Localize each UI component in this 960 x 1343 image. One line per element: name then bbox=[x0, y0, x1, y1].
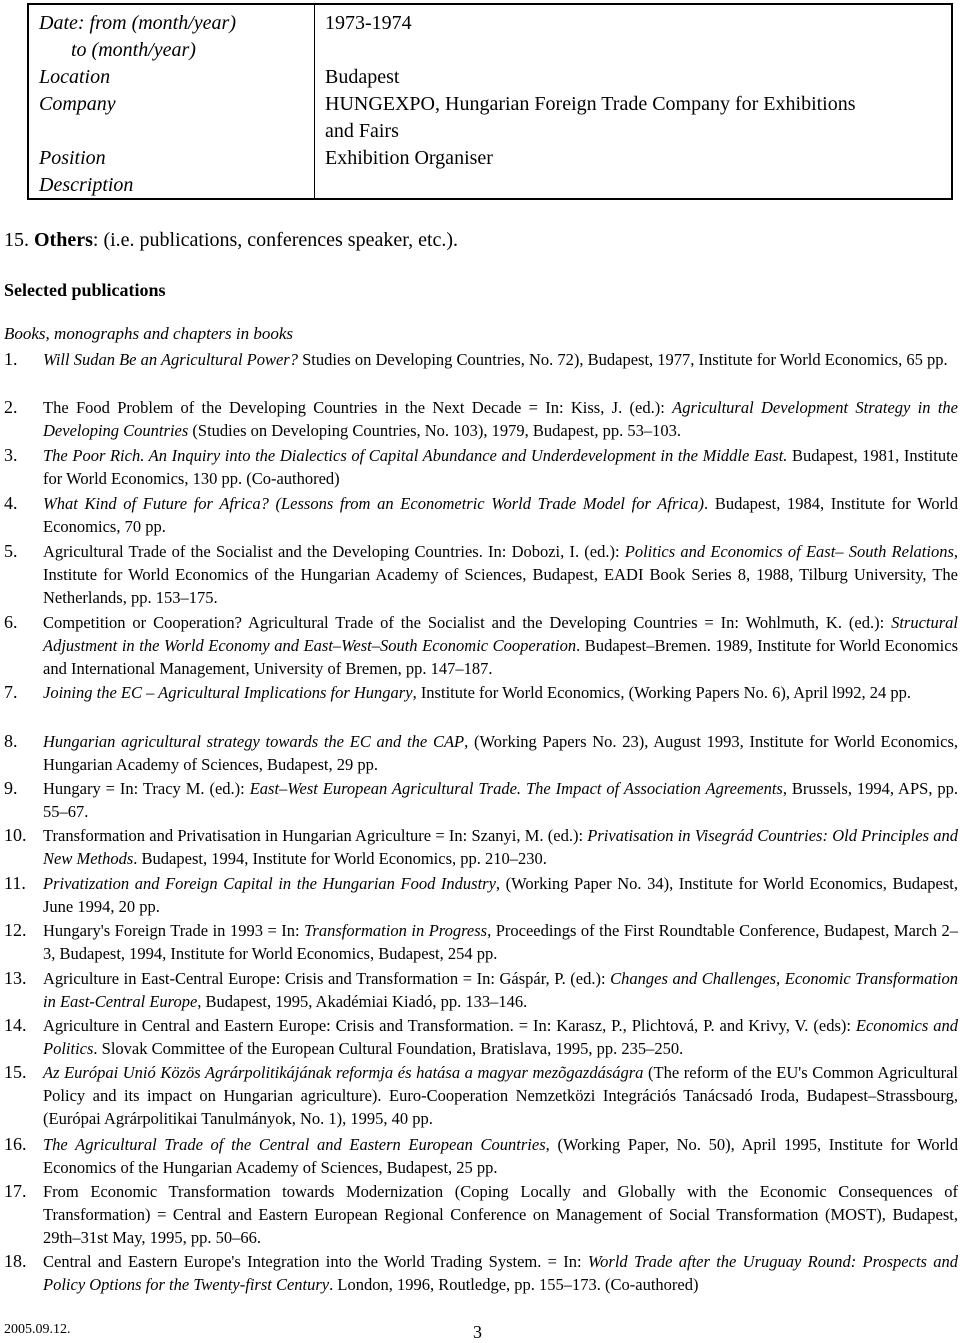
value-company-line1: HUNGEXPO, Hungarian Foreign Trade Company for Exhibitions bbox=[325, 93, 856, 115]
publication-title: Az Európai Unió Közös Agrárpolitikájának reformja és hatása a magyar mezõgazdáságra bbox=[43, 1063, 644, 1082]
publication-text bbox=[43, 967, 958, 1013]
publication-text bbox=[43, 1133, 958, 1179]
publication-detail: , Brussels, 1994, APS, pp. 55–67. bbox=[43, 779, 959, 821]
publication-detail: , Institute for World Economics, (Working Papers No. 6), April l992, 24 pp. bbox=[412, 683, 911, 702]
publication-title: Economics and Politics bbox=[43, 1016, 958, 1058]
publication-title: Changes and Challenges, Economic Transformation in East-Central Europe bbox=[43, 969, 958, 1011]
publication-item bbox=[4, 872, 958, 918]
publication-number: 1. bbox=[4, 349, 18, 369]
publication-title: Agricultural Development Strategy in the Developing Countries bbox=[43, 398, 958, 440]
publication-detail: (The reform of the EU's Common Agricultural Policy and its impact on Hungarian agriculture). Euro-Cooperation Nemzetközi Integrációs Tanácsadó Iroda, Budapest–Strassbourg, (Európai Agrárpolitikai Tanulmányok, No. 1), 1995, 40 pp. bbox=[43, 1063, 958, 1128]
publication-title: Joining the EC – Agricultural Implications for Hungary bbox=[43, 683, 413, 702]
publication-detail: , (Working Paper, No. 50), April 1995, Institute for World Economics of the Hungarian Academy of Sciences, Budapest, 25 pp. bbox=[43, 1135, 958, 1177]
publication-item bbox=[4, 492, 958, 538]
publication-number: 10. bbox=[4, 825, 27, 845]
publication-detail: Agriculture in East-Central Europe: Crisis and Transformation = In: Gáspár, P. (ed.): bbox=[43, 969, 611, 988]
publication-title: Privatisation in Visegrád Countries: Old Principles and New Methods bbox=[43, 826, 958, 868]
publication-number: 4. bbox=[4, 493, 18, 513]
publication-text bbox=[43, 396, 958, 442]
publication-detail: , Budapest, 1995, Akadémiai Kiadó, pp. 133–146. bbox=[197, 992, 528, 1011]
publication-number: 3. bbox=[4, 445, 18, 465]
publication-text bbox=[43, 1250, 958, 1296]
publication-title: Transformation in Progress, bbox=[304, 921, 492, 940]
label-position: Position bbox=[39, 147, 106, 169]
publication-detail: Competition or Cooperation? Agricultural Trade of the Socialist and the Developing Countries = In: Wohlmuth, K. (ed.): bbox=[43, 613, 892, 632]
publication-text bbox=[43, 540, 958, 609]
publication-text bbox=[43, 681, 958, 704]
value-position: Exhibition Organiser bbox=[325, 147, 493, 169]
publication-text bbox=[43, 1014, 958, 1060]
footer-date: 2005.09.12. bbox=[4, 1322, 71, 1337]
publication-title: Privatization and Foreign Capital in the Hungarian Food Industry bbox=[43, 874, 496, 893]
label-date-to: to (month/year) bbox=[71, 39, 196, 61]
publication-detail: (Studies on Developing Countries, No. 103), 1979, Budapest, pp. 53–103. bbox=[188, 421, 681, 440]
publication-detail: , (Working Paper No. 34), Institute for World Economics, Budapest, June 1994, 20 pp. bbox=[43, 874, 958, 916]
publication-item bbox=[4, 444, 958, 490]
publication-detail: . Slovak Committee of the European Cultural Foundation, Bratislava, 1995, pp. 235–250. bbox=[93, 1039, 684, 1058]
publication-detail: , (Working Papers No. 23), August 1993, Institute for World Economics, Hungarian Academy of Sciences, Budapest, 29 pp. bbox=[43, 732, 958, 774]
publication-detail: The Food Problem of the Developing Countries in the Next Decade = In: Kiss, J. (ed.): bbox=[43, 398, 673, 417]
category-heading: Books, monographs and chapters in books bbox=[4, 324, 293, 343]
publication-detail: From Economic Transformation towards Modernization (Coping Locally and Globally with the Economic Consequences of Transformation) = Central and Eastern European Regional Conference on Management of Social Transformation (MOST), Budapest, 29th–31st May, 1995, pp. 50–66. bbox=[43, 1182, 958, 1247]
selected-publications-heading: Selected publications bbox=[4, 280, 166, 300]
employment-table bbox=[27, 3, 953, 200]
publication-item bbox=[4, 611, 958, 680]
publication-detail: . Budapest–Bremen. 1989, Institute for World Economics and International Management, University of Bremen, pp. 147–187. bbox=[43, 636, 958, 678]
label-company: Company bbox=[39, 93, 116, 115]
publication-number: 8. bbox=[4, 731, 18, 751]
value-date: 1973-1974 bbox=[325, 12, 412, 34]
publication-detail: Hungary's Foreign Trade in 1993 = In: bbox=[43, 921, 305, 940]
publication-number: 12. bbox=[4, 920, 27, 940]
publication-title: The Agricultural Trade of the Central and Eastern European Countries bbox=[43, 1135, 546, 1154]
publication-text bbox=[43, 611, 958, 680]
publication-title: Hungarian agricultural strategy towards the EC and the CAP bbox=[43, 732, 465, 751]
publication-detail: . Budapest, 1994, Institute for World Economics, pp. 210–230. bbox=[133, 849, 547, 868]
label-description: Description bbox=[39, 174, 134, 196]
publication-item bbox=[4, 777, 958, 823]
section-number: 15. bbox=[4, 229, 29, 251]
publication-title: World Trade after the Uruguay Round: Prospects and Policy Options for the Twenty-first Century bbox=[43, 1252, 959, 1294]
publication-text bbox=[43, 492, 958, 538]
table-values-column bbox=[315, 5, 951, 198]
publication-title: Will Sudan Be an Agricultural Power? bbox=[43, 350, 298, 369]
label-spacer bbox=[39, 118, 314, 145]
publication-item bbox=[4, 730, 958, 776]
section-title-bold: Others bbox=[34, 229, 93, 251]
publication-detail: , Institute for World Economics of the Hungarian Academy of Sciences, Budapest, EADI Book Series 8, 1988, Tilburg University, The Netherlands, pp. 153–175. bbox=[43, 542, 958, 607]
publication-title: What Kind of Future for Africa? (Lessons from an Econometric World Trade Model for Africa) bbox=[43, 494, 705, 513]
publication-title: The Poor Rich. An Inquiry into the Dialectics of Capital Abundance and Underdevelopment in the Middle East. bbox=[43, 446, 788, 465]
publication-number: 11. bbox=[4, 873, 26, 893]
publication-text bbox=[43, 777, 958, 823]
value-company-line2: and Fairs bbox=[325, 120, 399, 142]
publication-detail: Agriculture in Central and Eastern Europe: Crisis and Transformation. = In: Karasz, P., Plichtová, P. and Krivy, V. (eds): bbox=[43, 1016, 856, 1035]
publication-text bbox=[43, 824, 958, 870]
publication-detail: Transformation and Privatisation in Hungarian Agriculture = In: Szanyi, M. (ed.): bbox=[43, 826, 588, 845]
publication-detail: . Budapest, 1984, Institute for World Economics, 70 pp. bbox=[43, 494, 958, 536]
publication-text bbox=[43, 1061, 958, 1130]
publication-item bbox=[4, 1180, 958, 1249]
value-location: Budapest bbox=[325, 66, 400, 88]
publication-item bbox=[4, 967, 958, 1013]
publication-item bbox=[4, 919, 958, 965]
publication-number: 6. bbox=[4, 612, 18, 632]
publication-item bbox=[4, 681, 958, 704]
publication-text bbox=[43, 444, 958, 490]
publication-text bbox=[43, 1180, 958, 1249]
publication-number: 9. bbox=[4, 778, 18, 798]
label-date-from: Date: from (month/year) bbox=[39, 12, 236, 34]
publication-item bbox=[4, 824, 958, 870]
value-spacer bbox=[325, 37, 951, 64]
publication-number: 14. bbox=[4, 1015, 27, 1035]
section-heading bbox=[4, 229, 458, 252]
publication-title: Structural Adjustment in the World Economy and East–West–South Economic Cooperation bbox=[43, 613, 958, 655]
publication-number: 17. bbox=[4, 1181, 27, 1201]
label-location: Location bbox=[39, 66, 111, 88]
publication-number: 15. bbox=[4, 1062, 27, 1082]
publication-item bbox=[4, 540, 958, 609]
publication-number: 13. bbox=[4, 968, 27, 988]
publication-number: 2. bbox=[4, 397, 18, 417]
publication-title: Politics and Economics of East– South Relations bbox=[624, 542, 954, 561]
publication-detail: Studies on Developing Countries, No. 72), Budapest, 1977, Institute for World Economics, 65 pp. bbox=[297, 350, 948, 369]
publication-number: 18. bbox=[4, 1251, 27, 1271]
publication-number: 16. bbox=[4, 1134, 27, 1154]
publication-text bbox=[43, 348, 958, 371]
table-labels-column bbox=[29, 5, 315, 198]
publication-item bbox=[4, 348, 958, 371]
publication-text bbox=[43, 872, 958, 918]
publication-detail: Budapest, 1981, Institute for World Economics, 130 pp. (Co-authored) bbox=[43, 446, 959, 488]
publication-title: East–West European Agricultural Trade. The Impact of Association Agreements bbox=[249, 779, 783, 798]
publication-text bbox=[43, 730, 958, 776]
publication-item bbox=[4, 1133, 958, 1179]
publication-item bbox=[4, 1250, 958, 1296]
publication-item bbox=[4, 1061, 958, 1130]
page-number: 3 bbox=[473, 1322, 482, 1342]
section-title-rest: : (i.e. publications, conferences speaker, etc.). bbox=[92, 229, 459, 251]
publication-item bbox=[4, 1014, 958, 1060]
publication-detail: Hungary = In: Tracy M. (ed.): bbox=[43, 779, 250, 798]
publication-detail: Central and Eastern Europe's Integration into the World Trading System. = In: bbox=[43, 1252, 588, 1271]
publication-number: 5. bbox=[4, 541, 18, 561]
publication-item bbox=[4, 396, 958, 442]
publication-text bbox=[43, 919, 958, 965]
publication-detail: Agricultural Trade of the Socialist and the Developing Countries. In: Dobozi, I. (ed.): bbox=[43, 542, 625, 561]
publication-detail: Proceedings of the First Roundtable Conference, Budapest, March 2–3, Budapest, 1994, Institute for World Economics, Budapest, 254 pp. bbox=[43, 921, 958, 963]
publication-detail: . London, 1996, Routledge, pp. 155–173. (Co-authored) bbox=[329, 1275, 699, 1294]
publication-number: 7. bbox=[4, 682, 18, 702]
